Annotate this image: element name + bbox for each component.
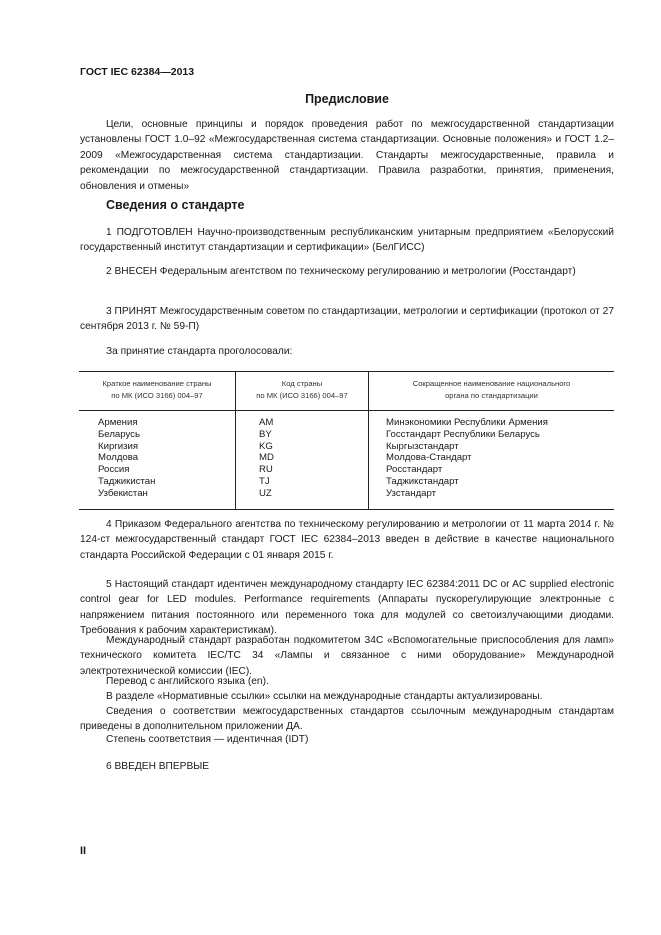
table-cell: MD xyxy=(259,452,274,464)
code-column xyxy=(259,417,274,500)
table-cell: Узстандарт xyxy=(386,487,437,499)
table-cell: Кыргызстандарт xyxy=(386,440,459,452)
table-header-code: Код страны по МК (ИСО 3166) 004–97 xyxy=(256,379,348,400)
table-cell: Госстандарт Республики Беларусь xyxy=(386,428,540,440)
page-number: II xyxy=(80,845,87,857)
table-header-country: Краткое наименование страны по МК (ИСО 3166) 004–97 xyxy=(102,379,212,400)
item-5-references: В разделе «Нормативные ссылки» ссылки на международные стандарты актуализированы. xyxy=(106,691,543,702)
table-cell: Минэкономики Республики Армения xyxy=(386,417,548,428)
table-cell: Узбекистан xyxy=(98,487,148,499)
table-cell: Армения xyxy=(98,417,138,428)
table-cell: AM xyxy=(259,417,274,428)
table-cell: KG xyxy=(259,440,273,452)
item-5-identity: 5 Настоящий стандарт идентичен международному стандарту IEC 62384:2011 DC or AC supplied electronic control gear for LED modules. Performance requirements (Аппараты пускорегулирующие электронные с напряжением питания постоянного или переменного тока для модулей со светоизлучающими диодами. Требования к рабочим характеристикам). xyxy=(80,579,614,637)
table-cell: Беларусь xyxy=(98,428,140,440)
info-item-2: 2 ВНЕСЕН Федеральным агентством по техническому регулированию и метрологии (Росстандарт) xyxy=(106,266,576,277)
table-cell: UZ xyxy=(259,487,272,499)
item-5-developer: Международный стандарт разработан подкомитетом 34С «Вспомогательные приспособления для ламп» технического комитета IEC/TC 34 «Лампы и связанное с ними оборудование» Международной электротехнической комиссии (IEC). xyxy=(80,635,614,677)
item-4: 4 Приказом Федерального агентства по техническому регулированию и метрологии от 11 марта 2014 г. № 124-ст межгосударственный стандарт ГОСТ IEC 62384–2013 введен в действие в качестве национального стандарта Российской Федерации с 01 января 2015 г. xyxy=(80,519,614,561)
table-cell: Киргизия xyxy=(98,440,139,452)
body-column xyxy=(386,417,548,500)
table-cell: BY xyxy=(259,428,272,440)
table-cell: RU xyxy=(259,464,273,476)
table-cell: Молдова-Стандарт xyxy=(386,452,472,464)
item-5-conformity: Степень соответствия — идентичная (IDT) xyxy=(106,734,309,745)
document-code: ГОСТ IEC 62384—2013 xyxy=(80,66,195,78)
table-header-rule xyxy=(79,410,614,411)
table-cell: Таджикистан xyxy=(98,475,156,487)
table-cell: Таджикстандарт xyxy=(386,475,459,487)
table-cell: TJ xyxy=(259,475,270,487)
voting-table xyxy=(79,371,614,510)
item-5-translation: Перевод с английского языка (en). xyxy=(106,676,269,687)
item-6: 6 ВВЕДЕН ВПЕРВЫЕ xyxy=(106,761,210,772)
preface-text: Цели, основные принципы и порядок проведения работ по межгосударственной стандартизации установлены ГОСТ 1.0–92 «Межгосударственная система стандартизации. Основные положения» и ГОСТ 1.2–2009 «Межгосударственная система стандартизации. Стандарты межгосударственные, правила и рекомендации по межгосударственной стандартизации. Правила разработки, принятия, применения, обновления и отмены» xyxy=(80,119,614,192)
voted-intro: За принятие стандарта проголосовали: xyxy=(106,346,293,357)
info-title: Сведения о стандарте xyxy=(106,198,245,212)
country-column xyxy=(98,417,155,500)
table-cell: Росстандарт xyxy=(386,464,443,476)
info-item-1: 1 ПОДГОТОВЛЕН Научно-производственным республиканским унитарным предприятием «Белорусский государственный институт стандартизации и сертификации» (БелГИСС) xyxy=(80,227,614,254)
info-item-3: 3 ПРИНЯТ Межгосударственным советом по стандартизации, метрологии и сертификации (протокол от 27 сентября 2013 г. № 59-П) xyxy=(80,306,614,333)
preface-title: Предисловие xyxy=(305,92,389,106)
table-header-body: Сокращенное наименование национального органа по стандартизации xyxy=(412,379,571,400)
item-5-correspondence: Сведения о соответствии межгосударственных стандартов ссылочным международным стандартам приведены в дополнительном приложении ДА. xyxy=(80,706,614,733)
table-cell: Молдова xyxy=(98,452,139,464)
table-cell: Россия xyxy=(98,464,130,476)
